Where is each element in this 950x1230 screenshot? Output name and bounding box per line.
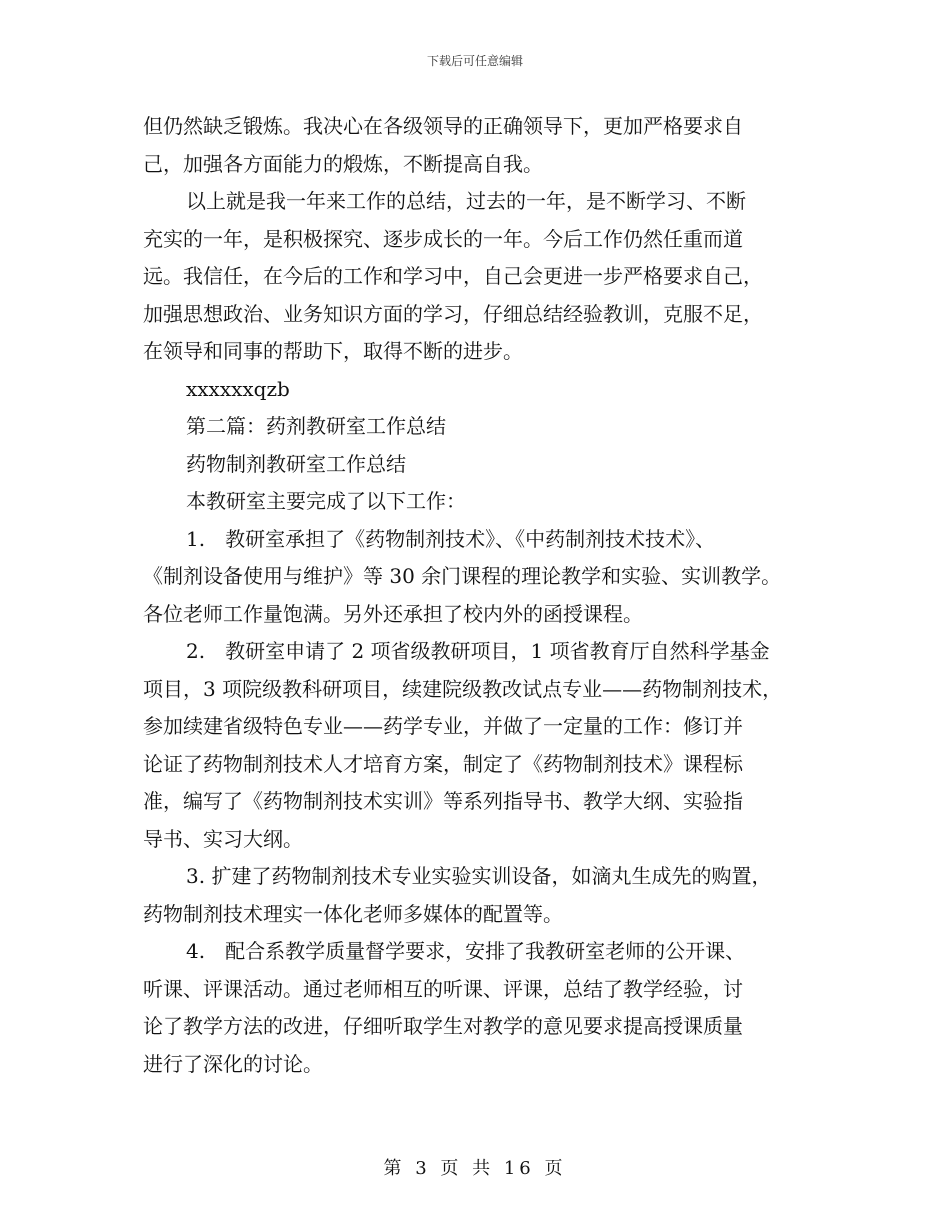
text-line: 己，加强各方面能力的煅炼，不断提高自我。 — [143, 151, 543, 176]
text-line: 听课、评课活动。通过老师相互的听课、评课，总结了教学经验，讨 — [143, 976, 743, 1001]
text-line: 参加续建省级特色专业——药学专业，并做了一定量的工作：修订并 — [143, 714, 743, 738]
page-header: 下载后可任意编辑 — [426, 54, 523, 68]
text-line: 以上就是我一年来工作的总结，过去的一年，是不断学习、不断 — [186, 189, 746, 213]
text-line: 进行了深化的讨论。 — [143, 1051, 323, 1076]
list-item: 3. 扩建了药物制剂技术专业实验实训设备，如滴丸生成先的购置， — [186, 864, 772, 888]
document-body — [143, 108, 823, 1083]
text-line: 导书、实习大纲。 — [143, 826, 303, 851]
text-line: 本教研室主要完成了以下工作： — [186, 489, 466, 513]
list-item: 1. 教研室承担了《药物制剂技术》、《中药制剂技术技术》、 — [186, 526, 716, 551]
text-line: 在领导和同事的帮助下，取得不断的进步。 — [143, 339, 523, 363]
text-line: 准，编写了《药物制剂技术实训》等系列指导书、教学大纲、实验指 — [143, 789, 743, 813]
list-item: 4. 配合系教学质量督学要求，安排了我教研室老师的公开课、 — [186, 939, 746, 963]
text-line: 药物制剂技术理实一体化老师多媒体的配置等。 — [143, 901, 563, 926]
section-subtitle: 药物制剂教研室工作总结 — [186, 451, 406, 476]
section-heading: 第二篇：药剂教研室工作总结 — [186, 414, 446, 438]
text-line: 充实的一年，是积极探究、逐步成长的一年。今后工作仍然任重而道 — [143, 226, 743, 251]
signature-line: xxxxxxqzb — [186, 376, 290, 401]
text-line: 但仍然缺乏锻炼。我决心在各级领导的正确领导下，更加严格要求自 — [143, 114, 743, 138]
text-line: 各位老师工作量饱满。另外还承担了校内外的函授课程。 — [143, 601, 643, 626]
text-line: 项目，3 项院级教科研项目，续建院级教改试点专业——药物制剂技术， — [143, 676, 783, 701]
text-line: 《制剂设备使用与维护》等 30 余门课程的理论教学和实验、实训教学。 — [143, 564, 782, 588]
text-line: 远。我信任，在今后的工作和学习中，自己会更进一步严格要求自己， — [143, 264, 763, 288]
text-line: 论证了药物制剂技术人才培育方案，制定了《药物制剂技术》课程标 — [143, 751, 743, 776]
page-number: 第 3 页 共 16 页 — [383, 1158, 567, 1179]
text-line: 论了教学方法的改进，仔细听取学生对教学的意见要求提高授课质量 — [143, 1014, 743, 1038]
text-line: 加强思想政治、业务知识方面的学习，仔细总结经验教训，克服不足， — [143, 301, 763, 326]
list-item: 2. 教研室申请了 2 项省级教研项目，1 项省教育厅自然科学基金 — [186, 639, 770, 663]
